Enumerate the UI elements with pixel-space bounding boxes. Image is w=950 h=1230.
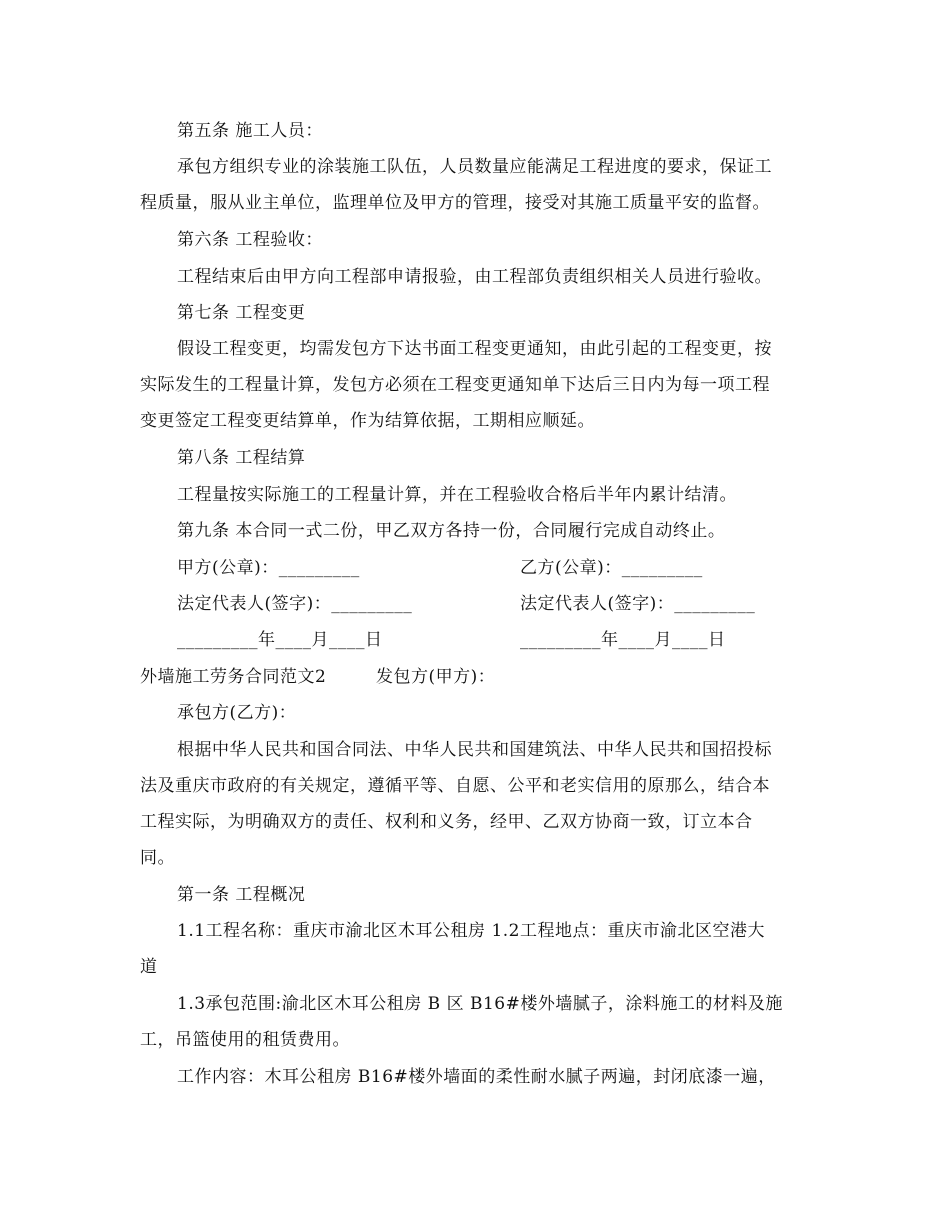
article-1-3-line-2: 工，吊篮使用的租赁费用。: [140, 1030, 350, 1050]
party-b-representative: 法定代表人(签字)：_________: [520, 594, 756, 614]
party-a-seal: 甲方(公章)：_________: [177, 558, 360, 578]
article-7-text-line-2: 实际发生的工程量计算，发包方必须在工程变更通知单下达后三日内为每一项工程: [140, 375, 770, 395]
party-a-label: 发包方(甲方)：: [376, 667, 496, 687]
intro-line-3: 工程实际，为明确双方的责任、权利和义务，经甲、乙双方协商一致，订立本合: [140, 812, 753, 832]
article-7-text-line-3: 变更签定工程变更结算单，作为结算依据，工期相应顺延。: [140, 411, 595, 431]
article-5-title: 第五条 施工人员：: [177, 121, 323, 141]
party-a-representative: 法定代表人(签字)：_________: [177, 594, 413, 614]
article-6-title: 第六条 工程验收：: [177, 230, 323, 250]
article-1-title: 第一条 工程概况: [177, 885, 306, 905]
intro-line-1: 根据中华人民共和国合同法、中华人民共和国建筑法、中华人民共和国招投标: [177, 740, 772, 760]
party-b-seal: 乙方(公章)：_________: [520, 558, 703, 578]
party-a-date: _________年____月____日: [177, 630, 383, 650]
article-6-text: 工程结束后由甲方向工程部申请报验，由工程部负责组织相关人员进行验收。: [177, 267, 772, 287]
work-content-line-1: 工作内容：木耳公租房 B16#楼外墙面的柔性耐水腻子两遍，封闭底漆一遍，: [177, 1067, 776, 1087]
article-1-1-line-1: 1.1工程名称：重庆市渝北区木耳公租房 1.2工程地点：重庆市渝北区空港大: [177, 921, 765, 941]
article-7-title: 第七条 工程变更: [177, 303, 306, 323]
party-b-date: _________年____月____日: [520, 630, 726, 650]
article-5-text-line-2: 程质量，服从业主单位，监理单位及甲方的管理，接受对其施工质量平安的监督。: [140, 193, 770, 213]
article-8-title: 第八条 工程结算: [177, 448, 306, 468]
article-5-text-line-1: 承包方组织专业的涂装施工队伍，人员数量应能满足工程进度的要求，保证工: [177, 157, 772, 177]
article-1-3-line-1: 1.3承包范围:渝北区木耳公租房 B 区 B16#楼外墙腻子，涂料施工的材料及施: [177, 994, 783, 1014]
article-9-text: 第九条 本合同一式二份，甲乙双方各持一份，合同履行完成自动终止。: [177, 521, 726, 541]
article-7-text-line-1: 假设工程变更，均需发包方下达书面工程变更通知，由此引起的工程变更，按: [177, 339, 772, 359]
article-8-text: 工程量按实际施工的工程量计算，并在工程验收合格后半年内累计结清。: [177, 485, 737, 505]
article-1-1-line-2: 道: [140, 957, 158, 977]
intro-line-2: 法及重庆市政府的有关规定，遵循平等、自愿、公平和老实信用的原那么，结合本: [140, 776, 770, 796]
intro-line-4: 同。: [140, 848, 175, 868]
party-b-label: 承包方(乙方)：: [177, 703, 297, 723]
section-2-heading: 外墙施工劳务合同范文2: [140, 667, 327, 687]
